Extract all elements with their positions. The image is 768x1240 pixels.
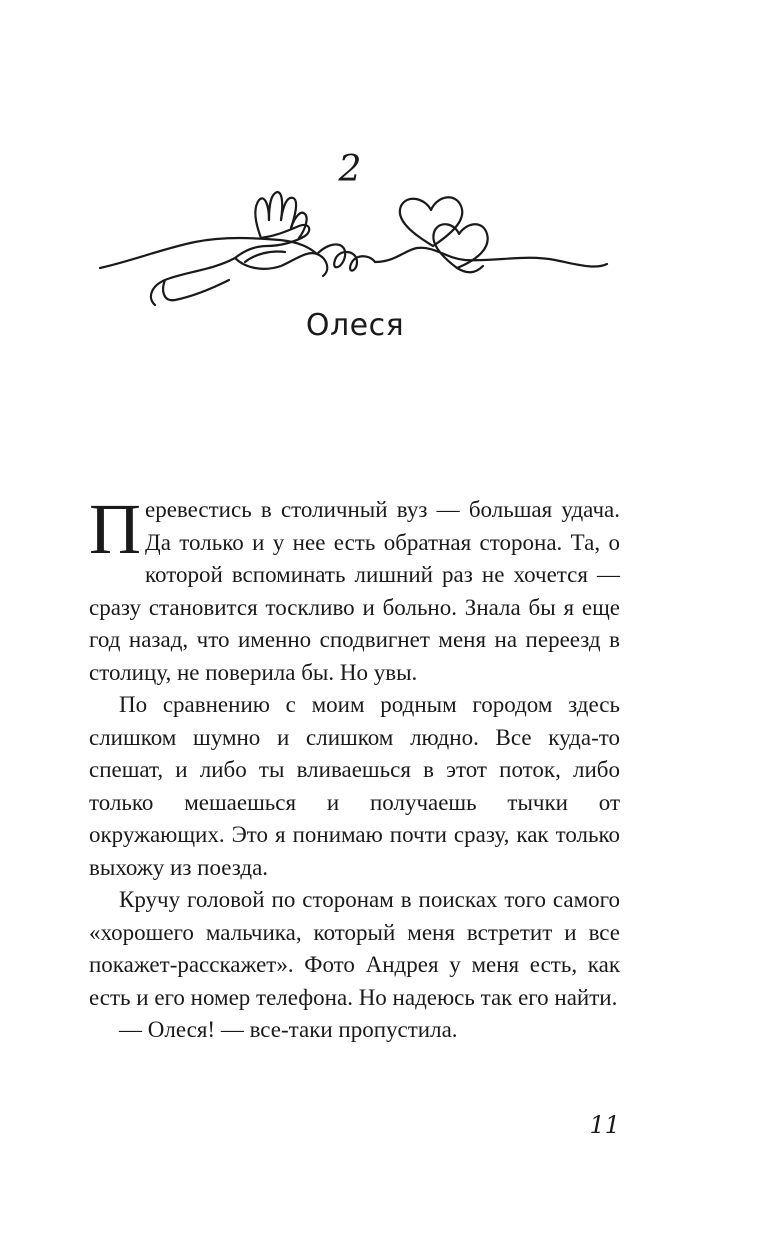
heart-icon xyxy=(433,224,487,268)
ornament-loops xyxy=(317,244,375,270)
paragraph: — Олеся! — все-таки пропустила. xyxy=(119,1017,458,1042)
heart-icon xyxy=(400,197,462,246)
paragraph: По сравнению с моим родным городом здесь слишком шумно и слишком людно. Все куда-то спешат, и либо ты вливаешься в этот поток, либо только мешаешься и получаешь тычки от окружающих. Это я понимаю почти сразу, как только выхожу из поезда. xyxy=(89,692,620,880)
paragraph-text: еревестись в столичный вуз — большая удача. Да только и у нее есть обратная сторона. Та, о которой вспоминать лишний раз не хочется — сразу становится тоскливо и больно. Знала бы я еще год назад, что именно сподвигнет меня на переезд в столицу, не поверила бы. Но увы. xyxy=(89,497,620,685)
body-text xyxy=(89,489,620,1047)
chapter-number: 2 xyxy=(338,149,362,190)
page-number: 11 xyxy=(589,1111,620,1139)
paragraph xyxy=(89,489,620,689)
chapter-title: Олеся xyxy=(305,308,405,343)
drop-cap: П xyxy=(89,489,141,569)
paragraph: Кручу головой по сторонам в поисках того самого «хорошего мальчика, который меня встретит и все покажет-расскажет». Фото Андрея у меня есть, как есть и его номер телефона. Но надеюсь так его найти. xyxy=(89,887,620,1010)
